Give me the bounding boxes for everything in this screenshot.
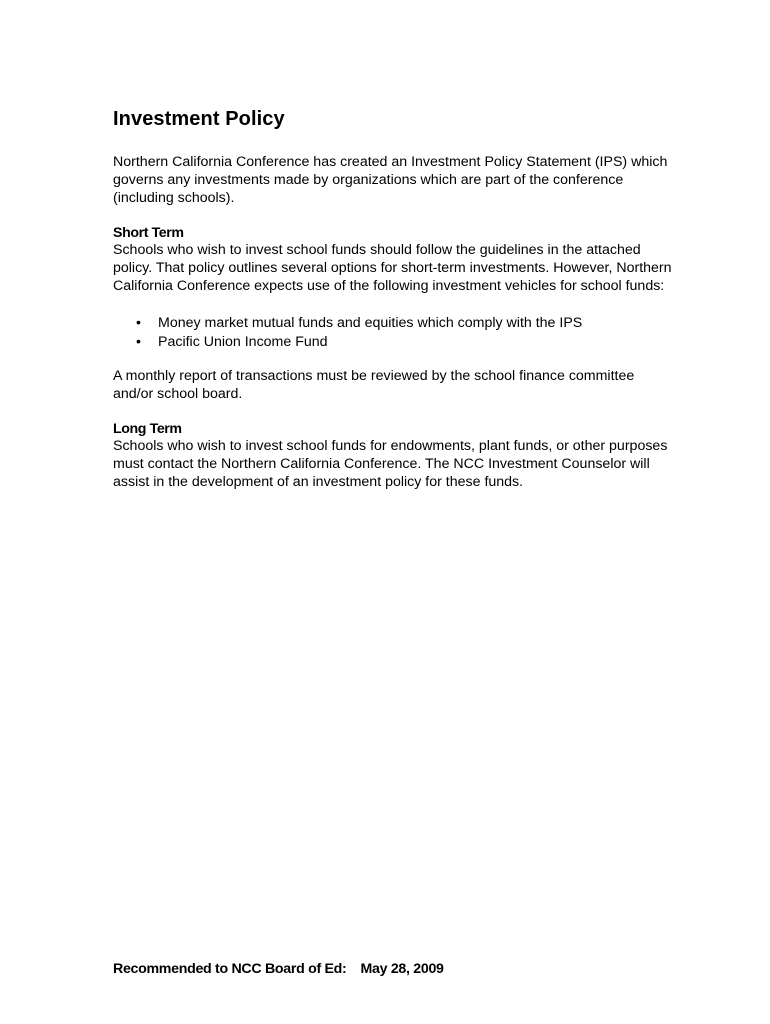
intro-paragraph: Northern California Conference has created an Investment Policy Statement (IPS) which governs any investments made by organizations which are part of the conference (including schools). [113,154,668,206]
short-term-paragraph: Schools who wish to invest school funds should follow the guidelines in the attached policy. That policy outlines several options for short-term investments. However, Northern California Conference expects use of the following investment vehicles for school funds: [113,242,672,294]
investment-vehicles-list [113,314,582,351]
monthly-report-paragraph: A monthly report of transactions must be reviewed by the school finance committee and/or school board. [113,368,635,402]
recommendation-date: May 28, 2009 [360,961,444,977]
document-title: Investment Policy [113,108,285,130]
list-item-text: Pacific Union Income Fund [158,333,328,350]
list-item-text: Money market mutual funds and equities which comply with the IPS [158,315,583,331]
recommendation-label: Recommended to NCC Board of Ed: [113,961,347,977]
short-term-heading: Short Term [113,225,184,241]
long-term-paragraph: Schools who wish to invest school funds for endowments, plant funds, or other purposes must contact the Northern California Conference. The NCC Investment Counselor will assist in the development of an investment policy for these funds. [113,438,668,490]
recommendation-footer [113,961,444,977]
long-term-heading: Long Term [113,421,182,437]
list-item [113,314,582,333]
bullet-icon: • [136,315,141,331]
bullet-icon: • [136,333,141,350]
list-item [113,333,582,352]
